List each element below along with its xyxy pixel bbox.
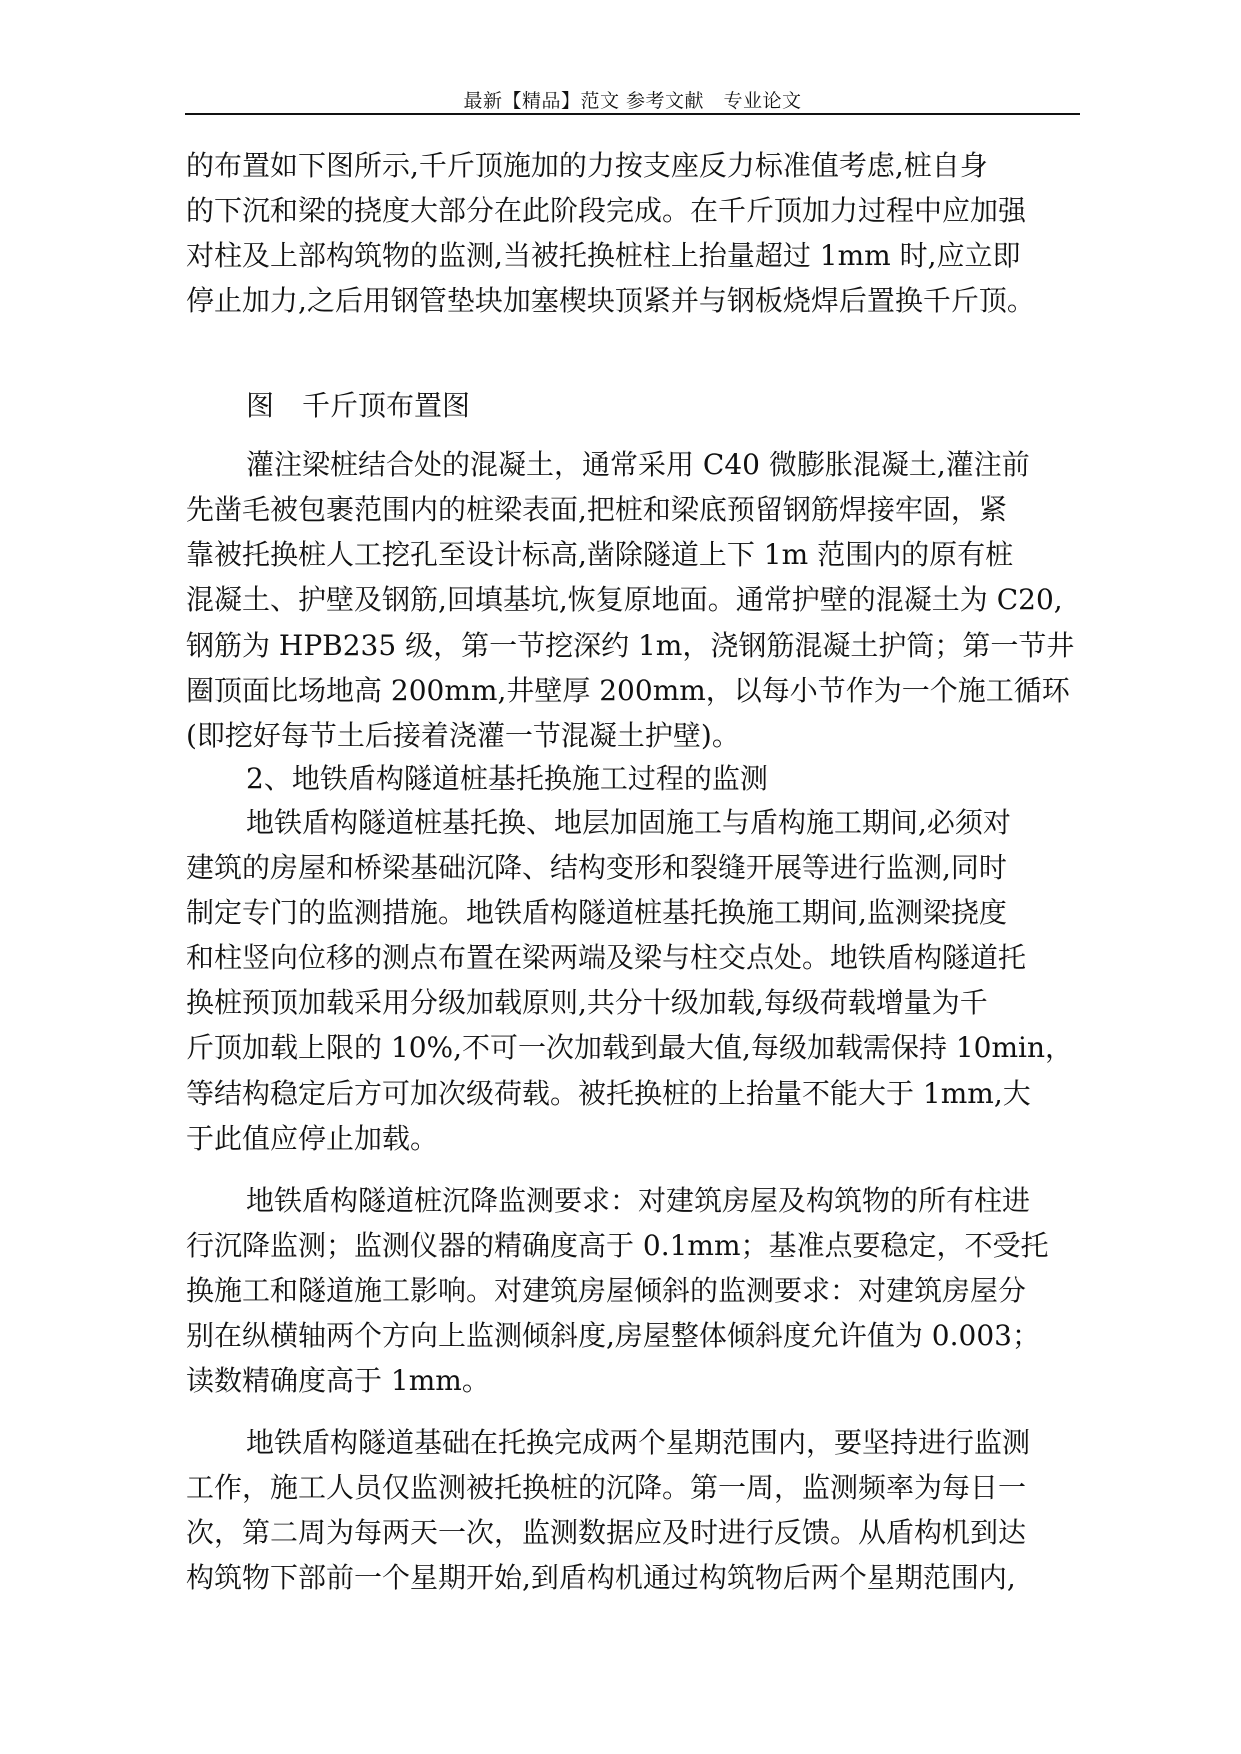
text-line: 对柱及上部构筑物的监测,当被托换桩柱上抬量超过 1mm 时,应立即 (186, 239, 1021, 272)
text-line: 和柱竖向位移的测点布置在梁两端及梁与柱交点处。地铁盾构隧道托 (186, 941, 1027, 974)
text-line: 先凿毛被包裹范围内的桩梁表面,把桩和梁底预留钢筋焊接牢固，紧 (186, 493, 1007, 526)
text-line: 圈顶面比场地高 200mm,井壁厚 200mm，以每小节作为一个施工循环 (186, 674, 1070, 707)
text-line: 靠被托换桩人工挖孔至设计标高,凿除隧道上下 1m 范围内的原有桩 (186, 538, 1014, 571)
text-line: 的下沉和梁的挠度大部分在此阶段完成。在千斤顶加力过程中应加强 (186, 194, 1027, 227)
text-line: 灌注梁桩结合处的混凝土，通常采用 C40 微膨胀混凝土,灌注前 (246, 448, 1030, 481)
text-line: 建筑的房屋和桥梁基础沉降、结构变形和裂缝开展等进行监测,同时 (186, 851, 1007, 884)
text-line: 混凝土、护壁及钢筋,回填基坑,恢复原地面。通常护壁的混凝土为 C20, (186, 583, 1063, 616)
text-line: 制定专门的监测措施。地铁盾构隧道桩基托换施工期间,监测梁挠度 (186, 896, 1007, 929)
text-line: 换桩预顶加载采用分级加载原则,共分十级加载,每级荷载增量为千 (186, 986, 988, 1019)
text-line: 次，第二周为每两天一次，监测数据应及时进行反馈。从盾构机到达 (186, 1516, 1027, 1549)
text-line: (即挖好每节土后接着浇灌一节混凝土护壁)。 (186, 719, 740, 752)
text-line: 地铁盾构隧道桩基托换、地层加固施工与盾构施工期间,必须对 (246, 806, 1011, 839)
text-line: 的布置如下图所示,千斤顶施加的力按支座反力标准值考虑,桩自身 (186, 149, 988, 182)
text-line: 工作，施工人员仅监测被托换桩的沉降。第一周，监测频率为每日一 (186, 1471, 1027, 1504)
text-line: 换施工和隧道施工影响。对建筑房屋倾斜的监测要求：对建筑房屋分 (186, 1274, 1027, 1307)
text-line: 构筑物下部前一个星期开始,到盾构机通过构筑物后两个星期范围内, (186, 1561, 1016, 1594)
text-line: 别在纵横轴两个方向上监测倾斜度,房屋整体倾斜度允许值为 0.003； (186, 1319, 1040, 1352)
text-line: 地铁盾构隧道桩沉降监测要求：对建筑房屋及构筑物的所有柱进 (246, 1184, 1031, 1217)
text-line: 行沉降监测；监测仪器的精确度高于 0.1mm；基准点要稳定，不受托 (186, 1229, 1049, 1262)
text-line: 斤顶加载上限的 10%,不可一次加载到最大值,每级加载需保持 10min， (186, 1031, 1074, 1064)
header-rule (185, 113, 1080, 115)
section-heading: 2、地铁盾构隧道桩基托换施工过程的监测 (246, 762, 768, 795)
text-line: 读数精确度高于 1mm。 (186, 1364, 490, 1397)
text-line: 钢筋为 HPB235 级，第一节挖深约 1m，浇钢筋混凝土护筒；第一节井 (186, 629, 1075, 662)
figure-caption: 图 千斤顶布置图 (246, 389, 471, 422)
text-line: 地铁盾构隧道基础在托换完成两个星期范围内，要坚持进行监测 (246, 1426, 1031, 1459)
text-line: 等结构稳定后方可加次级荷载。被托换桩的上抬量不能大于 1mm,大 (186, 1077, 1031, 1110)
text-line: 停止加力,之后用钢管垫块加塞楔块顶紧并与钢板烧焊后置换千斤顶。 (186, 284, 1035, 317)
text-line: 于此值应停止加载。 (186, 1122, 439, 1155)
page-header: 最新【精品】范文 参考文献 专业论文 (463, 90, 802, 112)
